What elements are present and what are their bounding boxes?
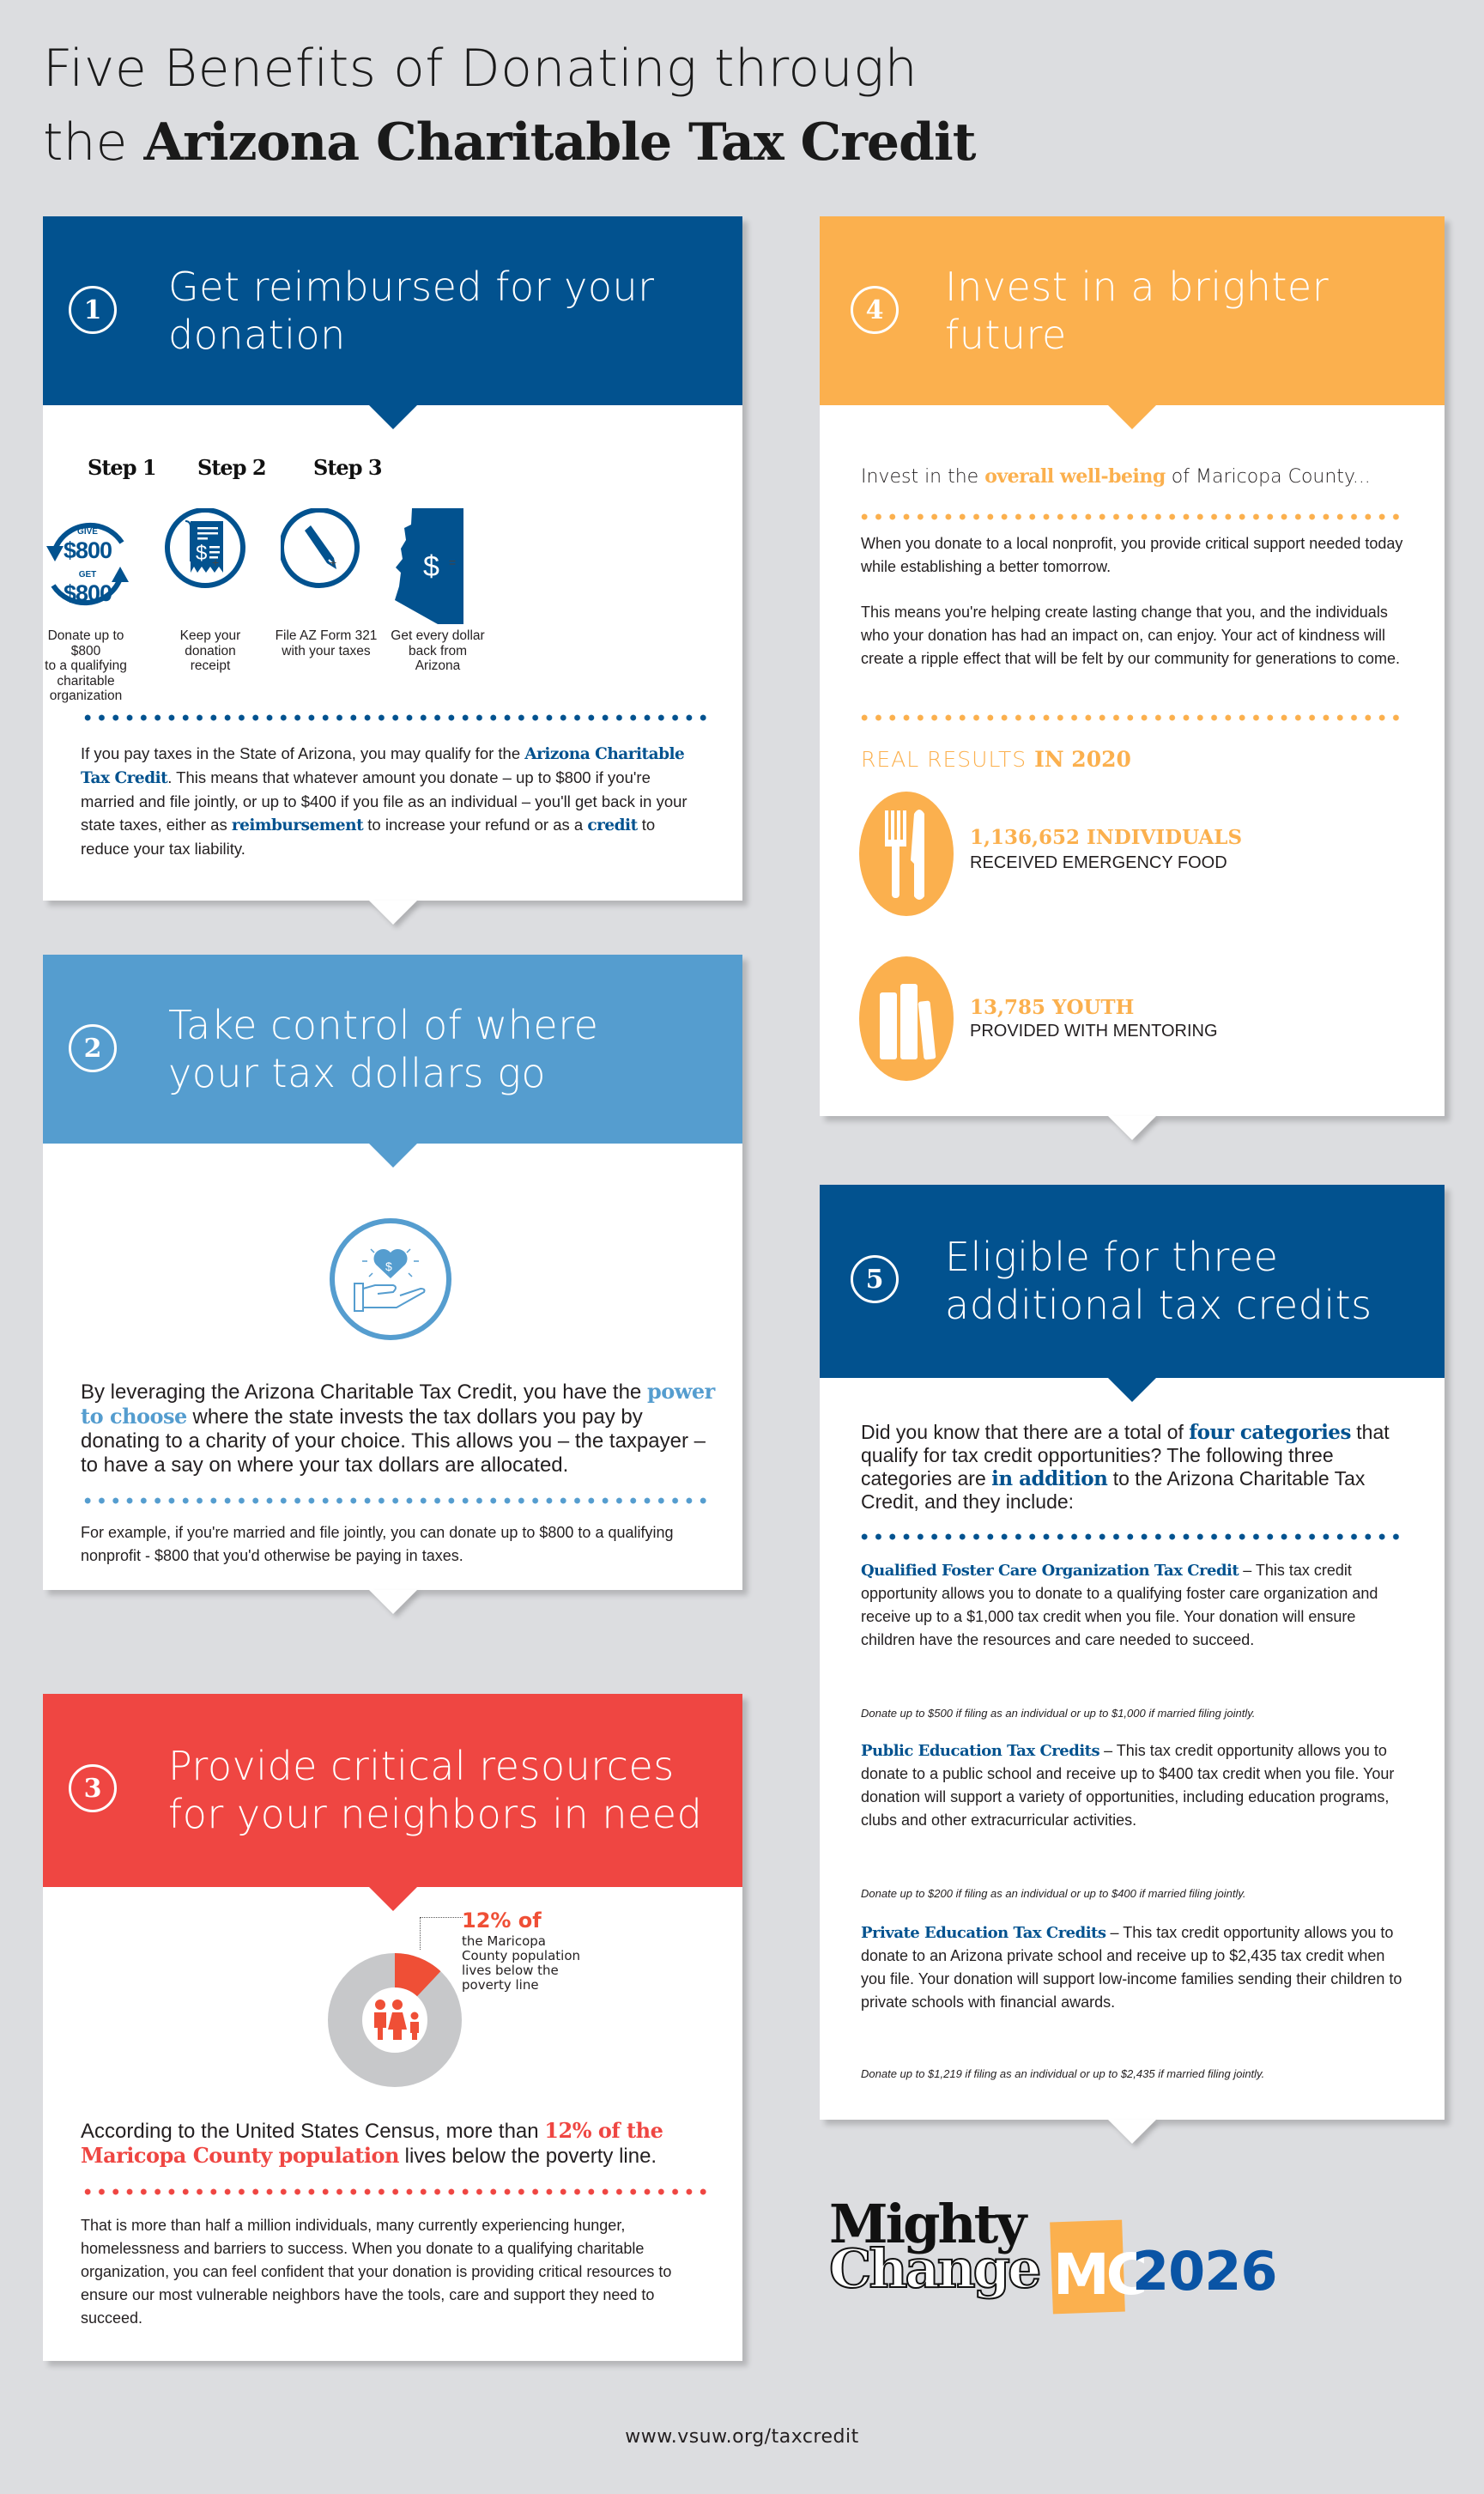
card-pointer [369,1590,417,1614]
benefit-4-title [945,263,1329,359]
highlight: 12% of the Maricopa County population [81,2118,663,2168]
title-line: Take control of where [168,1002,599,1048]
fork-knife-icon [859,792,954,916]
result-1-stat: 1,136,652 INDIVIDUALS [970,826,1243,849]
plus-operator: + [212,555,220,569]
title-line: Get reimbursed for your [168,264,655,310]
header-pointer [1108,1378,1156,1402]
donut-percent-label: 12% of [462,1908,542,1933]
callout-leader-line [420,1917,463,1950]
benefit-1-title [168,263,655,359]
benefit-1-paragraph: If you pay taxes in the State of Arizona, you may qualify for the Arizona Charitable Tax Credit. This means that whatever amount you donate – up to $800 if you're married and file jointly, or up to $400 if you file as an individual – you'll get back in your state taxes, either as reimbursement to increase your refund or as a credit to reduce your tax liability. [81,744,687,858]
highlight: four categories [1189,1421,1351,1444]
card-pointer [369,901,417,925]
svg-text:$: $ [196,542,208,565]
hand-heart-dollar-icon [328,1217,457,1345]
highlight: power to choose [81,1379,715,1429]
get-amount: $800 [63,580,112,606]
result-2-desc: PROVIDED WITH MENTORING [970,1022,1218,1041]
card-pointer [1108,2120,1156,2144]
title-line: additional tax credits [945,1282,1372,1328]
title-line: donation [168,312,346,358]
family-icon [369,1999,429,2042]
title-prefix: the [43,112,128,173]
credit-note: Donate up to $200 if filing as an individual or up to $400 if married filing jointly. [861,1887,1246,1900]
title-line: Provide critical resources [168,1743,675,1789]
step-2-label: Step 2 [197,455,266,480]
credit-note: Donate up to $500 if filing as an individual or up to $1,000 if married filing jointly. [861,1707,1256,1720]
benefit-2-example: For example, if you're married and file jointly, you can donate up to $800 to a qualifying nonprofit - $800 that you'd otherwise be paying in taxes. [81,1524,674,1564]
credit-name: Qualified Foster Care Organization Tax Credit [861,1562,1239,1580]
number-badge: 1 [69,286,117,334]
footer-url-link[interactable]: www.vsuw.org/taxcredit [625,2426,859,2448]
receipt-icon [165,508,251,637]
step-3-label: Step 3 [313,455,382,480]
give-get-cycle-icon [45,500,130,628]
step-1-label: Step 1 [88,455,156,480]
step-2-caption: Keep your donation receipt [179,628,241,673]
title-line-2 [43,101,976,184]
benefit-card-1 [43,216,742,901]
benefit-card-2 [43,955,742,1590]
highlight: overall well-being [984,465,1166,488]
give-label: GIVE [77,527,98,537]
results-heading: REAL RESULTS IN 2020 [861,747,1131,772]
title-line: your tax dollars go [168,1050,546,1096]
benefit-2-paragraph: By leveraging the Arizona Charitable Tax Credit, you have the power to choose where the state invests the tax dollars you pay by donating to a charity of your choice. This allows you – the taxpayer – to have a say on where your tax dollars are allocated. [81,1379,715,1477]
title-line: Invest in a brighter [945,264,1330,310]
credit-foster-care: Qualified Foster Care Organization Tax Credit – This tax credit opportunity allows you to donate to a qualifying foster care organization and receive up to a $1,000 tax credit when you file. Your donation will ensure children have the resources and care needed to succeed. [861,1562,1378,1648]
step-3-caption: File AZ Form 321 with your taxes [275,628,378,658]
equals-operator: = [449,555,457,569]
number-badge: 3 [69,1764,117,1812]
credit-name: Private Education Tax Credits [861,1924,1106,1942]
benefit-3-detail: That is more than half a million individuals, many currently experiencing hunger, homelessness and barriers to success. When you donate to a qualifying charitable organization, you can feel confident that your donation is providing critical resources to ensure our most vulnerable neighbors have the tools, care and support they need to succeed. [81,2217,672,2327]
pencil-icon [281,508,366,637]
benefit-card-5 [820,1185,1445,2120]
plus-operator: + [330,555,337,569]
header-pointer [369,1887,417,1911]
give-amount: $800 [63,537,112,563]
dotted-divider [81,714,707,721]
result-caption: Get every dollar back from Arizona [391,628,485,673]
benefit-3-title [168,1742,702,1838]
benefit-card-3 [43,1694,742,2361]
dotted-divider [857,513,1407,520]
benefit-5-title [945,1233,1372,1329]
benefit-2-title [168,1001,598,1097]
dotted-divider [857,1533,1407,1540]
title-line: for your neighbors in need [168,1791,703,1837]
benefit-4-para-2: This means you're helping create lasting change that you, and the individuals who your donation has had an impact on, can enjoy. Your act of kindness will create a ripple effect that will be felt by our community for generations to come. [861,604,1400,667]
benefit-card-4 [820,216,1445,1116]
get-label: GET [78,570,97,580]
number-badge: 4 [851,286,899,334]
svg-text:$: $ [423,550,439,583]
benefit-4-intro: Invest in the overall well-being of Maricopa County... [861,465,1371,488]
svg-text:$: $ [385,1259,392,1273]
title-line: Eligible for three [945,1234,1279,1280]
title-line: future [945,312,1067,358]
title-line-1: Five Benefits of Donating through [43,39,918,99]
dotted-divider [81,1497,707,1504]
dotted-divider [857,714,1407,721]
card-pointer [1108,1116,1156,1140]
books-icon [859,956,954,1081]
credit-name: Public Education Tax Credits [861,1742,1100,1760]
header-pointer [1108,405,1156,429]
step-1-caption: Donate up to $800 to a qualifying charitable organization [45,628,127,703]
highlight: reimbursement [231,816,364,834]
number-badge: 5 [851,1255,899,1303]
credit-private-education: Private Education Tax Credits – This tax credit opportunity allows you to donate to an Arizona private school and receive up to $2,435 tax credit when you file. Your donation will support low-income families sending their children to private schools with financial awards. [861,1924,1402,2011]
highlight: credit [587,816,638,834]
benefit-5-intro: Did you know that there are a total of four categories that qualify for tax credit opportunities? The following three categories are in addition to the Arizona Charitable Tax Credit, and they include: [861,1421,1390,1513]
credit-public-education: Public Education Tax Credits – This tax credit opportunity allows you to donate to a public school and receive up to $400 tax credit when you file. Your donation will support a variety of opportunities, including education programs, clubs and other extracurricular activities. [861,1742,1395,1829]
benefit-4-para-1: When you donate to a local nonprofit, you provide critical support needed today while establishing a better tomorrow. [861,535,1403,575]
result-2-stat: 13,785 YOUTH [970,996,1135,1019]
title-bold: Arizona Charitable Tax Credit [143,112,976,173]
benefit-1-header [43,216,742,405]
number-badge: 2 [69,1024,117,1072]
result-1-desc: RECEIVED EMERGENCY FOOD [970,853,1227,872]
header-pointer [369,1144,417,1168]
highlight: in addition [991,1467,1108,1490]
dotted-divider [81,2188,707,2195]
benefit-3-paragraph: According to the United States Census, more than 12% of the Maricopa County population lives below the poverty line. [81,2118,663,2168]
benefit-5-header [820,1185,1445,1378]
donut-caption: the Maricopa County population lives below the poverty line [462,1933,581,1993]
highlight: Arizona Charitable Tax Credit [81,745,685,787]
page-title [43,36,976,184]
header-pointer [369,405,417,429]
benefit-4-header [820,216,1445,405]
arizona-map-dollar-icon [391,504,472,633]
credit-note: Donate up to $1,219 if filing as an individual or up to $2,435 if married filing jointly. [861,2067,1265,2080]
benefit-3-header [43,1694,742,1887]
benefit-2-header [43,955,742,1144]
mighty-change-logo: Mighty Change [829,2193,1039,2300]
